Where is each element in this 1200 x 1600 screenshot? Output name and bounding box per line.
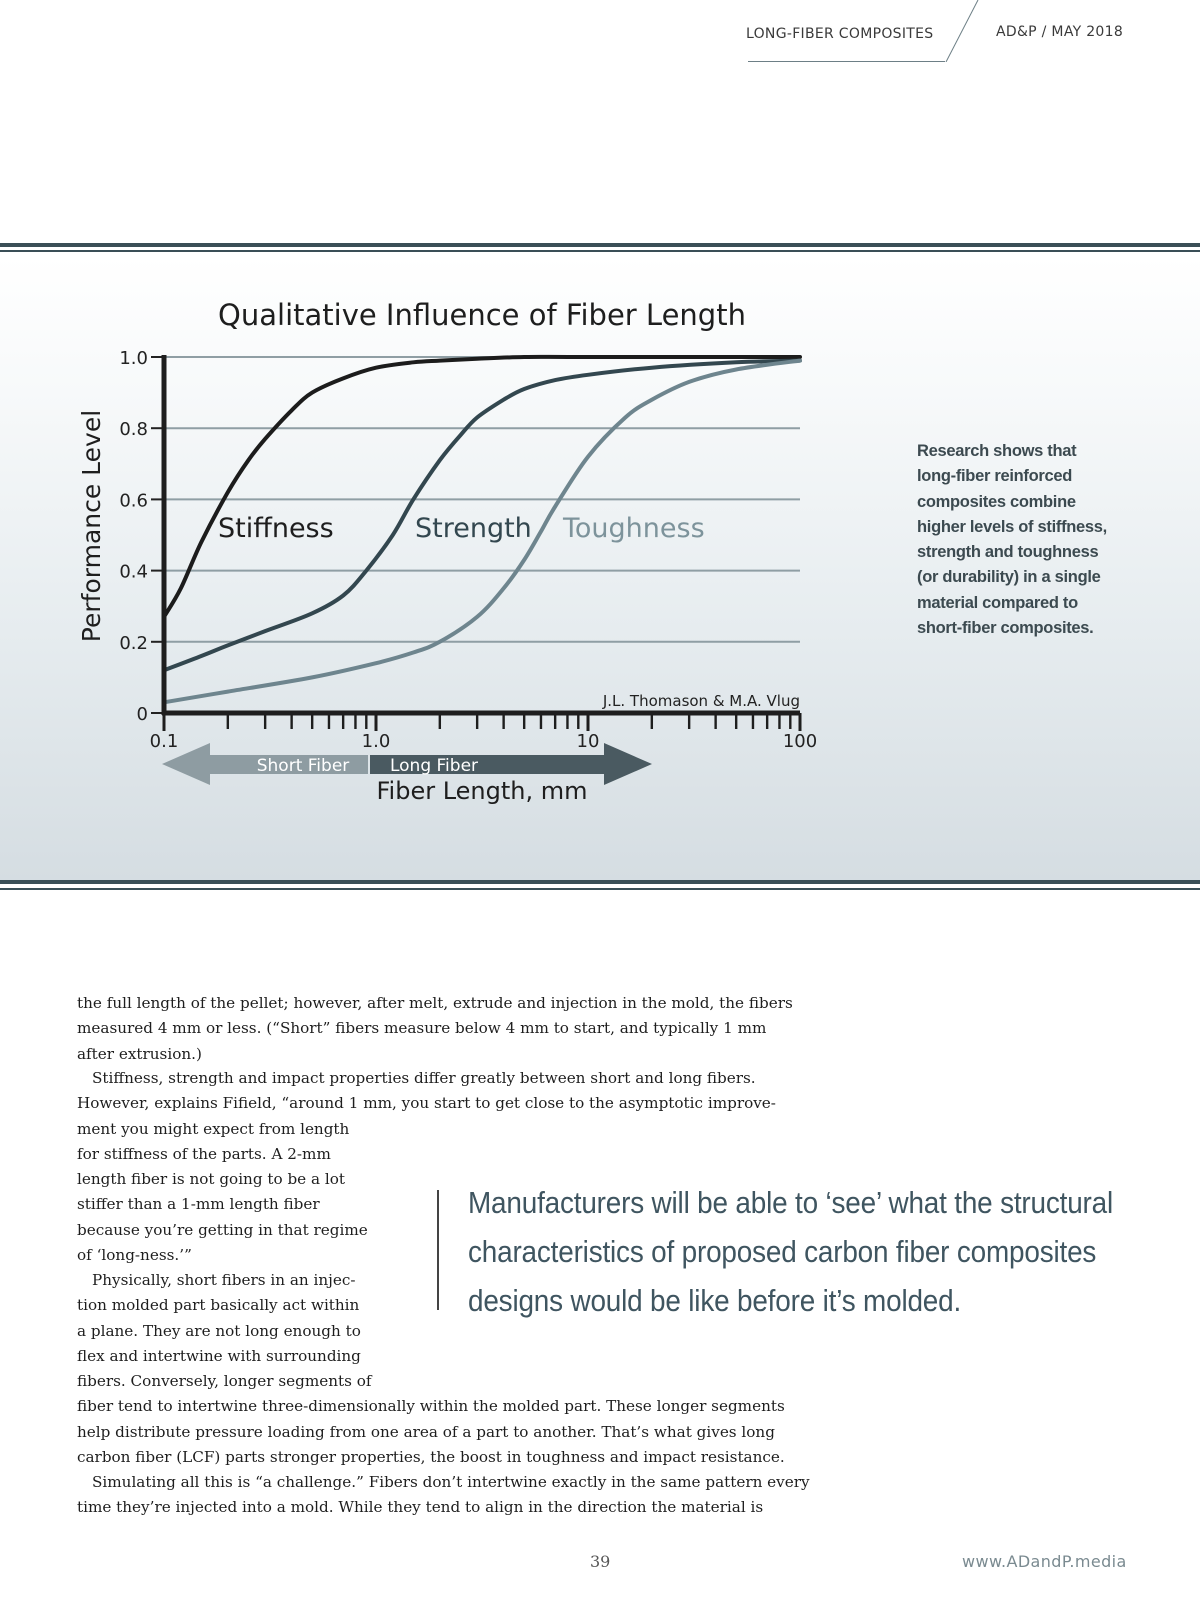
long-fiber-label: Long Fiber <box>389 756 479 776</box>
source-credit: J.L. Thomason & M.A. Vlug <box>602 692 800 710</box>
series-line-stiffness <box>164 357 800 617</box>
y-tick-label: 0.4 <box>119 561 148 583</box>
header-rule <box>748 61 945 62</box>
y-tick-label: 0.2 <box>119 632 148 654</box>
x-axis-label: Fiber Length, mm <box>376 777 588 805</box>
y-tick-label: 0 <box>136 704 148 725</box>
y-tick-label: 0.6 <box>119 490 148 512</box>
body-paragraph-4: Simulating all this is “a challenge.” Fibers don’t intertwine exactly in the same pattern every time they’re injected into a mold. While they tend to align in the direction the material is <box>77 1473 810 1517</box>
body-paragraph-3: Physically, short fibers in an injec- tion molded part basically act within a plane. They are not long enough to flex and intertwine with surrounding fibers. Conversely, longer segments of fiber tend to intertwine three-dimensionally within the molded part. These longer segments help distribute pressure loading from one area of a part to another. That’s what gives long carbon fiber (LCF) parts stronger properties, the boost in toughness and impact resistance. <box>77 1271 785 1467</box>
chart-title: Qualitative Influence of Fiber Length <box>218 298 746 332</box>
figure-top-rule <box>0 243 1200 247</box>
short-fiber-label: Short Fiber <box>256 756 350 776</box>
x-tick-label: 10 <box>576 731 600 752</box>
y-tick-label: 1.0 <box>119 348 148 369</box>
header-slash <box>945 0 979 62</box>
x-tick-label: 0.1 <box>149 731 179 752</box>
figure-top-rule-thin <box>0 250 1200 252</box>
y-axis-label: Performance Level <box>77 409 106 643</box>
body-paragraph-1: the full length of the pellet; however, after melt, extrude and injection in the mold, the fibers measured 4 mm or less. (“Short” fibers measure below 4 mm to start, and typically 1 mm after extrusion.) <box>77 994 793 1063</box>
fiber-length-chart <box>0 256 860 826</box>
x-tick-label: 1.0 <box>361 731 391 752</box>
figure-bottom-rule <box>0 880 1200 884</box>
series-label-stiffness: Stiffness <box>218 513 334 544</box>
series-label-toughness: Toughness <box>563 513 705 544</box>
pull-quote-bar <box>437 1190 439 1310</box>
figure-bottom-rule-thin <box>0 888 1200 890</box>
site-url: www.ADandP.media <box>962 1552 1127 1571</box>
grid-lines <box>164 357 800 642</box>
body-paragraph-2: Stiffness, strength and impact properties differ greatly between short and long fibers. However, explains Fifield, “around 1 mm, you start to get close to the asymptotic improve- ment you might expect from length for stiffness of the parts. A 2-mm length fiber is not going to be a lot stiffer than a 1-mm length fiber because you’re getting in that regime of ‘long-ness.’” <box>77 1069 776 1265</box>
section-title: LONG-FIBER COMPOSITES <box>746 26 934 42</box>
page-number: 39 <box>590 1552 611 1571</box>
y-tick-label: 0.8 <box>119 419 148 441</box>
issue-label: AD&P / MAY 2018 <box>996 24 1124 40</box>
pull-quote: Manufacturers will be able to ‘see’ what the structural characteristics of proposed carbon fiber composites designs would be like before it’s molded. <box>468 1185 1114 1318</box>
series-label-strength: Strength <box>415 513 532 544</box>
figure-caption: Research shows that long-fiber reinforced composites combine higher levels of stiffness, strength and toughness (or durability) in a single material compared to short-fiber composites. <box>917 442 1107 638</box>
x-tick-label: 100 <box>782 731 818 752</box>
